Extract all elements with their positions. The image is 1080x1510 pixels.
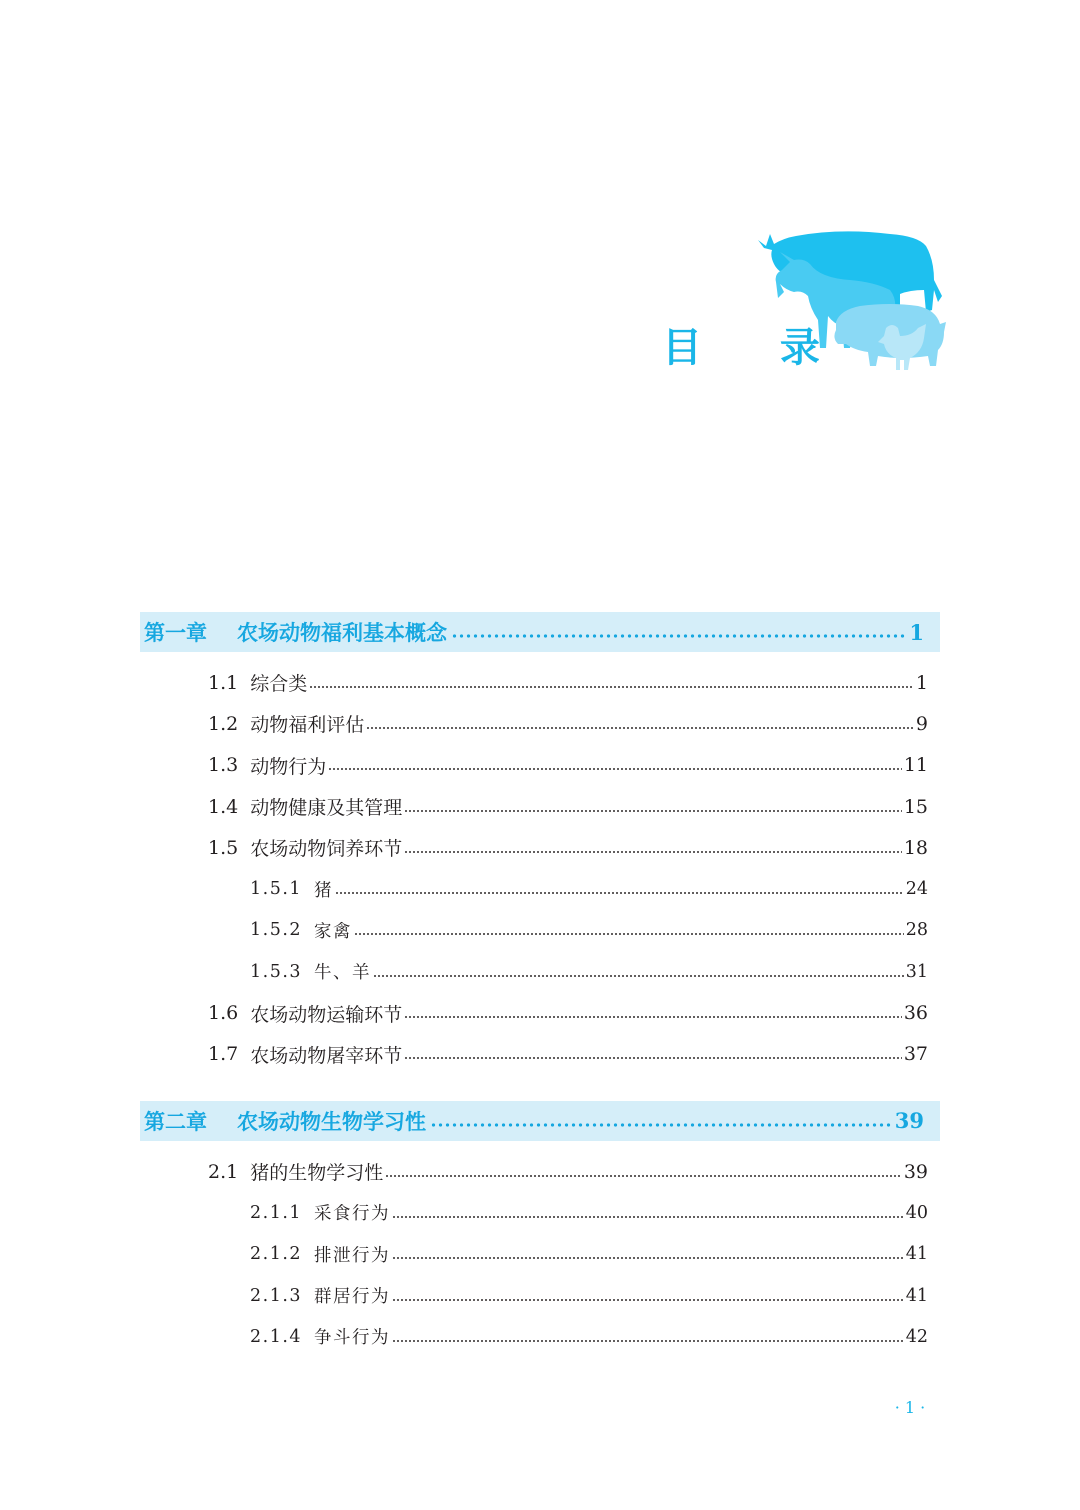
toc-subentry[interactable] (140, 1234, 940, 1275)
entry-number: 1.3 (208, 754, 239, 777)
toc-entry[interactable] (140, 1151, 940, 1192)
entry-page: 11 (903, 754, 928, 777)
dot-leader (404, 850, 902, 854)
entry-title: 牛、羊 (314, 963, 372, 984)
toc-entry[interactable] (140, 992, 940, 1033)
toc-subentry[interactable] (140, 951, 940, 992)
entry-title: 采食行为 (314, 1204, 391, 1225)
chapter-number: 第二章 (144, 1108, 207, 1134)
toc-subentry[interactable] (140, 1275, 940, 1316)
chapter-heading[interactable] (140, 1101, 940, 1141)
dot-leader (385, 1174, 902, 1178)
entry-title: 排泄行为 (314, 1245, 391, 1266)
entry-page: 9 (915, 712, 928, 735)
toc-subentry[interactable] (140, 910, 940, 951)
toc-subentry[interactable] (140, 868, 940, 909)
dot-leader (328, 767, 902, 771)
toc-entry[interactable] (140, 662, 940, 703)
toc-entry[interactable] (140, 703, 940, 744)
entry-number: 1.4 (208, 795, 239, 818)
entry-number: 2.1.1 (250, 1202, 303, 1223)
dot-leader (309, 685, 914, 689)
entry-number: 2.1.2 (250, 1244, 303, 1265)
entry-number: 1.5.3 (250, 961, 303, 982)
entry-number: 1.1 (208, 671, 239, 694)
entry-number: 1.2 (208, 712, 239, 735)
toc-entry[interactable] (140, 827, 940, 868)
entry-number: 2.1 (208, 1160, 239, 1183)
entry-title: 农场动物运输环节 (250, 1003, 403, 1026)
entry-title: 猪 (314, 880, 334, 901)
entry-page: 1 (915, 671, 928, 694)
chapter-number: 第一章 (144, 620, 207, 645)
entry-page: 42 (905, 1326, 928, 1347)
dot-leader (451, 633, 905, 639)
entry-number: 1.7 (208, 1043, 239, 1066)
entry-page: 40 (905, 1202, 928, 1223)
dot-leader (392, 1215, 904, 1219)
entry-page: 15 (903, 795, 928, 818)
entry-title: 农场动物饲养环节 (250, 838, 403, 861)
entry-page: 41 (905, 1244, 928, 1265)
entry-title: 动物福利评估 (250, 714, 365, 737)
dot-leader (404, 1015, 902, 1019)
toc-subentry[interactable] (140, 1192, 940, 1233)
dot-leader (392, 1339, 904, 1343)
toc-entry[interactable] (140, 786, 940, 827)
dot-leader (404, 809, 902, 813)
dot-leader (392, 1298, 904, 1302)
entry-page: 28 (905, 920, 928, 941)
entry-page: 31 (905, 961, 928, 982)
chapter-heading[interactable] (140, 612, 940, 652)
entry-number: 2.1.4 (250, 1326, 303, 1347)
dot-leader (366, 726, 914, 730)
chapter-title: 农场动物福利基本概念 (237, 620, 447, 645)
chapter-entries (140, 652, 940, 1101)
page-number: · 1 · (894, 1398, 926, 1417)
entry-number: 1.5.2 (250, 920, 303, 941)
entry-page: 39 (903, 1160, 928, 1183)
dot-leader (404, 1056, 902, 1060)
dot-leader (430, 1122, 891, 1128)
entry-title: 农场动物屠宰环节 (250, 1044, 403, 1067)
entry-number: 1.5.1 (250, 879, 303, 900)
dot-leader (392, 1256, 904, 1260)
chapter-page: 1 (909, 619, 924, 645)
entry-number: 2.1.3 (250, 1285, 303, 1306)
entry-page: 37 (903, 1043, 928, 1066)
toc-entry[interactable] (140, 745, 940, 786)
title-block (640, 220, 960, 390)
entry-title: 家禽 (314, 921, 353, 942)
dot-leader (354, 932, 904, 936)
entry-title: 综合类 (250, 673, 308, 696)
table-of-contents (140, 612, 940, 1357)
chapter-page: 39 (894, 1108, 924, 1134)
dot-leader (373, 974, 904, 978)
entry-title: 动物健康及其管理 (250, 797, 403, 820)
page-title: 目 录 (662, 325, 852, 371)
entry-title: 猪的生物学习性 (250, 1162, 384, 1185)
entry-title: 群居行为 (314, 1287, 391, 1307)
entry-page: 36 (903, 1002, 928, 1025)
entry-number: 1.5 (208, 836, 239, 859)
toc-subentry[interactable] (140, 1316, 940, 1357)
chapter-title: 农场动物生物学习性 (237, 1108, 426, 1134)
entry-page: 24 (905, 879, 928, 900)
chapter-entries (140, 1141, 940, 1357)
toc-entry[interactable] (140, 1034, 940, 1075)
entry-title: 争斗行为 (314, 1328, 391, 1349)
entry-page: 18 (903, 836, 928, 859)
entry-number: 1.6 (208, 1002, 239, 1025)
entry-title: 动物行为 (250, 755, 327, 778)
dot-leader (335, 891, 904, 895)
entry-page: 41 (905, 1285, 928, 1306)
